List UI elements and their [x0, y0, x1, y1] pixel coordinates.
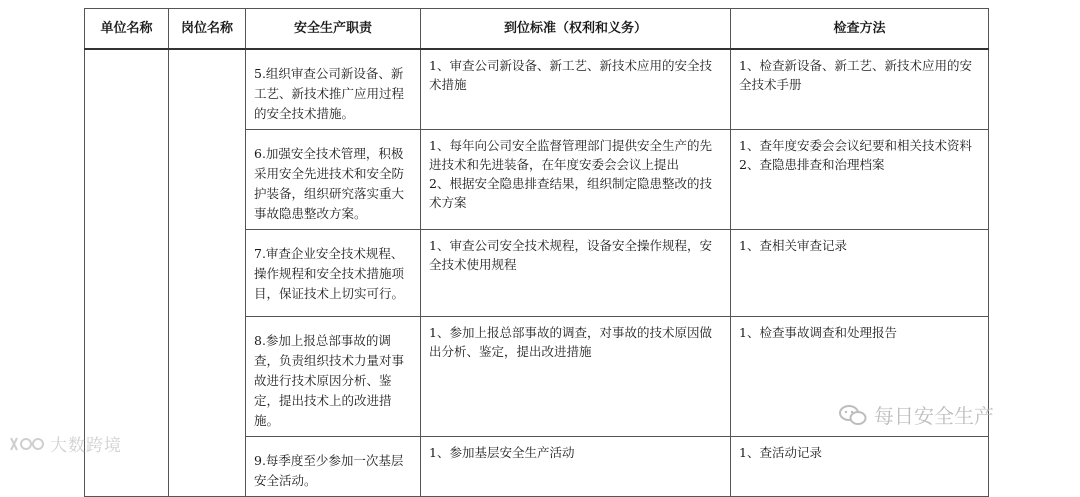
method-cell: 1、检查新设备、新工艺、新技术应用的安全技术手册 [731, 49, 989, 130]
unit-name-cell [85, 49, 169, 497]
table-header-row [85, 9, 989, 49]
standard-cell: 1、参加上报总部事故的调查，对事故的技术原因做出分析、鉴定，提出改进措施 [421, 317, 731, 437]
watermark-left-text: 大数跨境 [50, 436, 122, 456]
method-cell: 1、检查事故调查和处理报告 [731, 317, 989, 437]
duty-cell: 9.每季度至少参加一次基层安全活动。 [246, 437, 421, 497]
post-name-cell [169, 49, 246, 497]
watermark-right-text: 每日安全生产 [874, 404, 994, 428]
method-cell: 1、查相关审查记录 [731, 230, 989, 317]
header-safety-duty: 安全生产职责 [246, 9, 421, 49]
method-cell: 1、查年度安委会会议纪要和相关技术资料 2、查隐患排查和治理档案 [731, 130, 989, 230]
duty-cell: 7.审查企业安全技术规程、操作规程和安全技术措施项目，保证技术上切实可行。 [246, 230, 421, 317]
header-standard: 到位标准（权利和义务） [421, 9, 731, 49]
standard-cell: 1、审查公司安全技术规程，设备安全操作规程，安全技术使用规程 [421, 230, 731, 317]
wechat-icon [838, 403, 868, 427]
watermark-right [838, 400, 994, 429]
header-unit-name: 单位名称 [85, 9, 169, 49]
header-check-method: 检查方法 [731, 9, 989, 49]
standard-cell: 1、审查公司新设备、新工艺、新技术应用的安全技术措施 [421, 49, 731, 130]
duty-cell: 8.参加上报总部事故的调查，负责组织技术力量对事故进行技术原因分析、鉴定，提出技术上的改进措施。 [246, 317, 421, 437]
header-post-name: 岗位名称 [169, 9, 246, 49]
brand-logo-icon [8, 434, 46, 454]
standard-cell: 1、参加基层安全生产活动 [421, 437, 731, 497]
duty-cell: 5.组织审查公司新设备、新工艺、新技术推广应用过程的安全技术措施。 [246, 49, 421, 130]
standard-cell: 1、每年向公司安全监督管理部门提供安全生产的先进技术和先进装备，在年度安委会会议上提出 2、根据安全隐患排查结果，组织制定隐患整改的技术方案 [421, 130, 731, 230]
watermark-left [8, 431, 122, 456]
method-cell: 1、查活动记录 [731, 437, 989, 497]
duty-cell: 6.加强安全技术管理，积极采用安全先进技术和安全防护装备，组织研究落实重大事故隐患整改方案。 [246, 130, 421, 230]
table-row [85, 49, 989, 130]
